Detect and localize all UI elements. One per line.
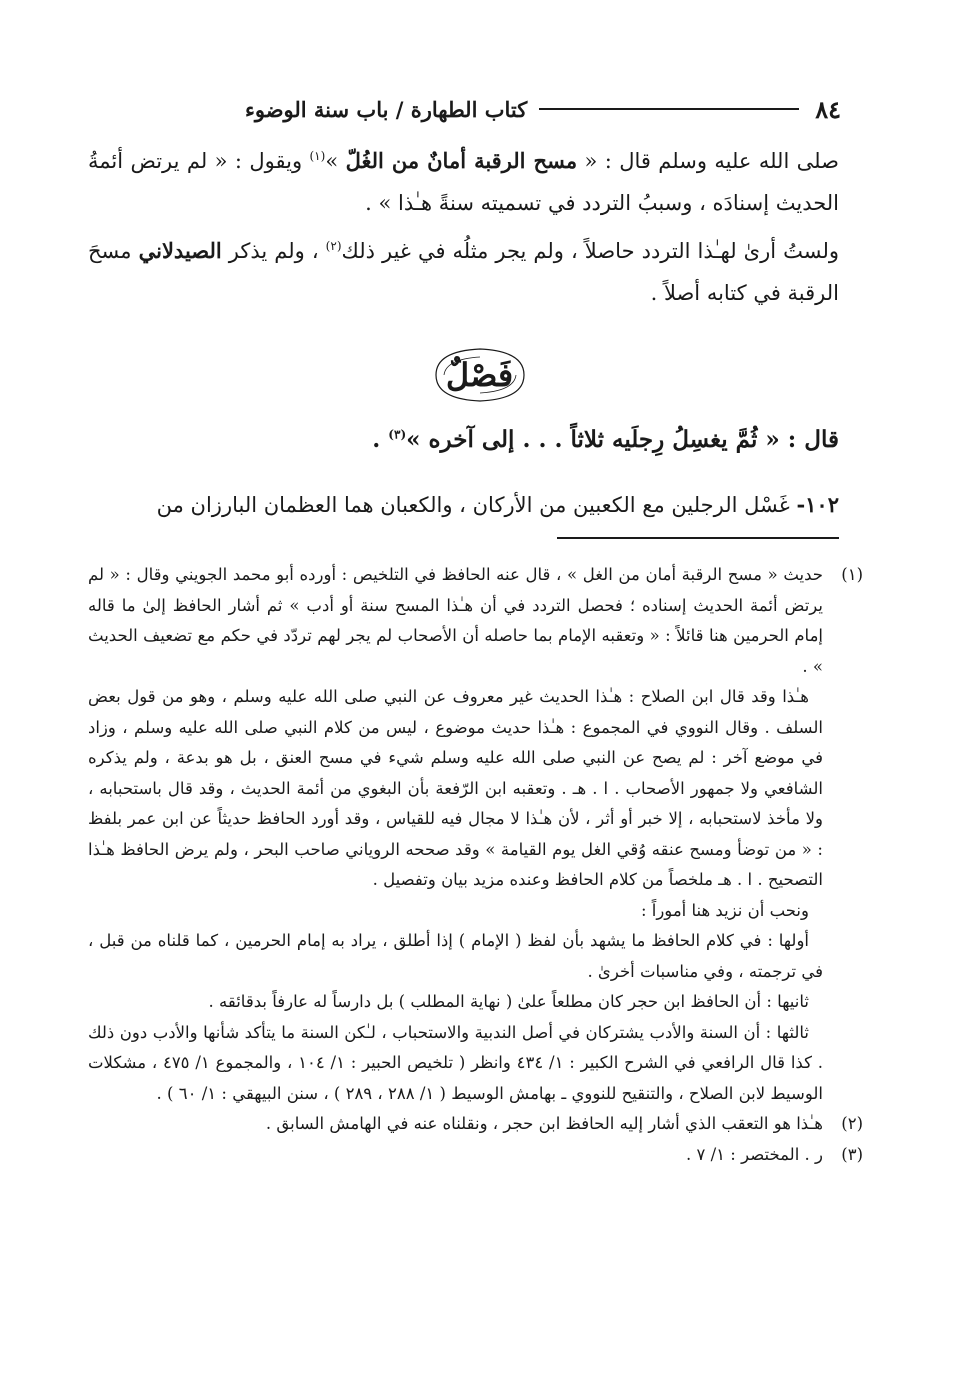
text-run: ولستُ أرىٰ لهـٰذا التردد حاصلاً ، ولم يجر مثلُه في غير ذلك xyxy=(341,239,839,263)
footnote-paragraph: ونحب أن نزيد هنا أموراً : xyxy=(640,900,809,920)
footnotes xyxy=(88,560,863,1170)
footnote-body xyxy=(88,560,823,1109)
text-run: ، ولم يذكر xyxy=(221,239,326,263)
footnote-2 xyxy=(88,1109,863,1140)
paragraph-2 xyxy=(88,230,839,314)
paragraph-text: غَسْل الرجلين مع الكعبين من الأركان ، والكعبان هما العظمان البارزان من xyxy=(156,493,797,517)
footnote-paragraph: ثانيها : أن الحافظ ابن حجر كان مطلعاً علىٰ ( نهاية المطلب ) بل دارساً له عارفاً بدقائقه . xyxy=(208,992,809,1011)
text-run: . xyxy=(372,426,389,453)
text-run: » xyxy=(325,149,346,173)
paragraph-102 xyxy=(88,484,839,526)
text-run: مسحَ الرقبة في كتابه أصلاً . xyxy=(88,239,839,305)
footnote-mark: (٣) xyxy=(841,1144,863,1164)
footnote-paragraph: ثالثها : أن السنة والأدب يشتركان في أصل الندبية والاستحباب ، لـٰكن السنة ما يتأكد شأنها والأدب دون ذلك . كذا قال الرافعي في الشرح الكبير : ١/ ٤٣٤ وانظر ( تلخيص الحبير : ١/ ١٠٤ ، والمجموع ١/ ٤٧٥ ، مشكلات الوسيط لابن الصلاح ، والتنقيح للنووي ـ بهامش الوسيط ( ١/ ٢٨٨ ، ٢٨٩ ) ، سنن البيهقي : ١/ ٦٠ ) . xyxy=(88,1022,823,1103)
page-header xyxy=(90,92,841,126)
footnote-mark: (٢) xyxy=(841,1114,863,1133)
footnote-ref-3[interactable]: (٣) xyxy=(388,427,407,442)
section-title: فَصْلٌ xyxy=(445,356,514,394)
scholar-name: الصيدلاني xyxy=(138,238,222,263)
section-heading xyxy=(0,340,959,410)
footnote-3 xyxy=(88,1140,863,1171)
paragraph-1 xyxy=(88,140,839,224)
running-title: كتاب الطهارة / باب سنة الوضوء xyxy=(244,96,528,122)
main-text xyxy=(88,140,839,320)
footnote-paragraph: هـٰذا وقد قال ابن الصلاح : هـٰذا الحديث غير معروف عن النبي صلى الله عليه وسلم ، وهو من قول بعض السلف . وقال النووي في المجموع : هـٰذا حديث موضوع ، ليس من كلام النبي صلى الله عليه وسلم ، وزاد في موضع آخر : لم يصح عن النبي صلى الله عليه وسلم شيء في مسح العنق ، بل هو بدعة ، ولم يذكره الشافعي ولا جمهور الأصحاب . ا . هـ . وتعقبه ابن الرّفعة بأن البغوي من أئمة الحديث ، وقد قال باستحبابه ، ولا مأخذ لاستحبابه ، إلا خبر أو أثر ، لأن هـٰذا لا مجال فيه للقياس ، وقد أورد الحافظ حديثاً عن ابن عمر بلفظ : « من توضأ ومسح عنقه وُقي الغل يوم القيامة » وقد صححه الروياني صاحب البحر ، ولم يرض الحافظ هـٰذا التصحيح . ا . هـ ملخصاً من كلام الحافظ وعنده مزيد بيان وتفصيل . xyxy=(88,687,823,889)
section-ornament xyxy=(428,343,532,407)
footnote-body: ر . المختصر : ١/ ٧ . xyxy=(685,1144,823,1164)
footnote-mark: (١) xyxy=(841,565,863,584)
footnote-separator xyxy=(557,537,839,539)
footnote-1 xyxy=(88,560,863,1109)
hadith-quote: مسح الرقبة أمانٌ من الغُلّ xyxy=(345,148,578,173)
footnote-paragraph: أولها : في كلام الحافظ ما يشهد بأن لفظ ( الإمام ) إذا أطلق ، يراد به إمام الحرمين ، كما قلناه من قبل ، في ترجمته ، وفي مناسبات أخرىٰ . xyxy=(88,931,823,981)
footnote-ref-2[interactable]: (٢) xyxy=(325,239,342,253)
footnote-body: هـٰذا هو التعقب الذي أشار إليه الحافظ ابن حجر ، ونقلناه عنه في الهامش السابق . xyxy=(265,1114,823,1133)
quote-body: قال : « ثُمَّ يغسِلُ رِجلَيه ثلاثاً . . . إلى آخره » xyxy=(406,426,839,453)
footnote-paragraph: حديث « مسح الرقبة أمان من الغل » ، قال عنه الحافظ في التلخيص : أورده أبو محمد الجويني وقال : « لم يرتض أئمة الحديث إسناده ؛ فحصل التردد في أن هـٰذا المسح سنة أو أدب » ثم أشار الحافظ إلىٰ ما قاله إمام الحرمين هنا قائلاً : « وتعقبه الإمام بما حاصله أن الأصحاب لم يجر لهم تردّد في حكم مع تضعيف الحديث » . xyxy=(88,565,823,676)
quoted-text xyxy=(88,418,839,462)
header-rule xyxy=(539,108,799,110)
text-run: ويقول : « لم يرتض أئمةُ الحديث إسنادَه ، وسببُ التردد في تسميته سنةً هـٰذا » . xyxy=(88,149,839,215)
text-run: صلى الله عليه وسلم قال : « xyxy=(577,149,839,173)
page-number: ٨٤ xyxy=(815,94,841,124)
footnote-ref-1[interactable]: (١) xyxy=(309,149,326,163)
paragraph-number: ١٠٢- xyxy=(796,492,839,517)
